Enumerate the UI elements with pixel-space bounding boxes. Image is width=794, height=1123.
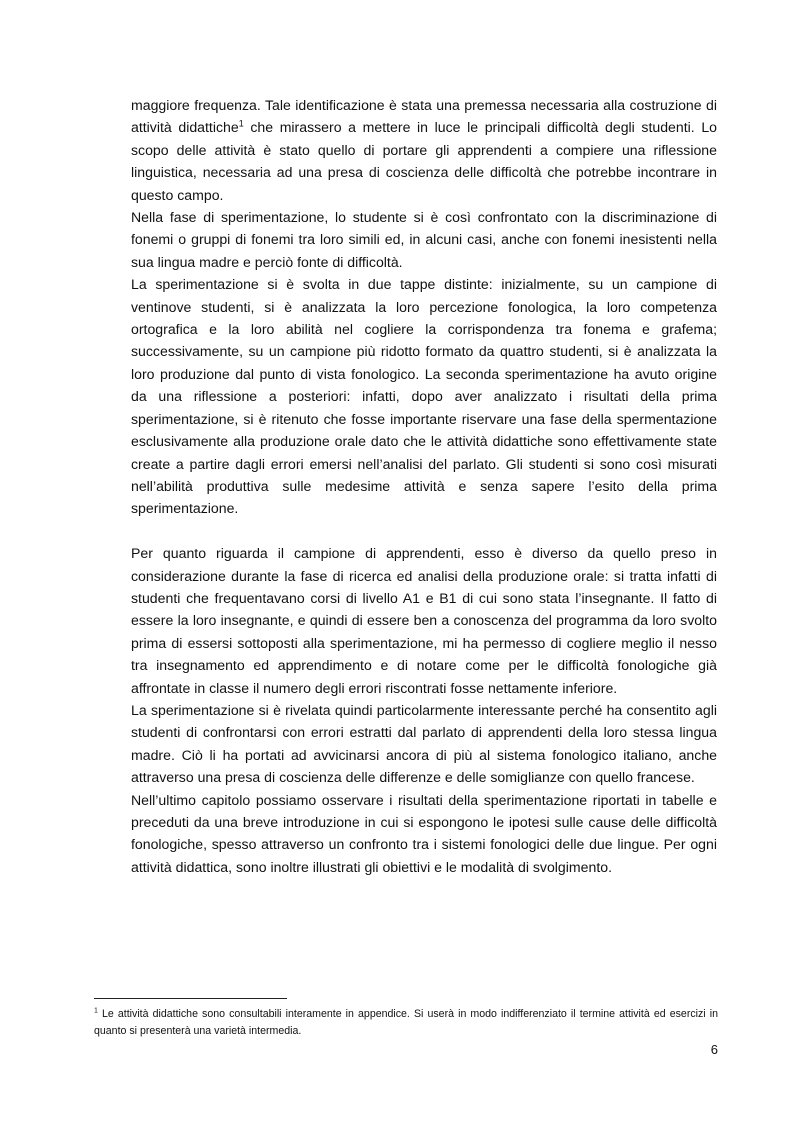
body-text — [131, 94, 717, 878]
paragraph-3: La sperimentazione si è svolta in due tappe distinte: inizialmente, su un campione di ventinove studenti, si è analizzata la loro percezione fonologica, la loro competenza ortografica e la loro abilità nel cogliere la corrispondenza tra fonema e grafema; successivamente, su un campione più ridotto formato da quattro studenti, si è analizzata la loro produzione dal punto di vista fonologico. La seconda sperimentazione ha avuto origine da una riflessione a posteriori: infatti, dopo aver analizzato i risultati della prima sperimentazione, si è ritenuto che fosse importante riservare una fase della spermentazione esclusivamente alla produzione orale dato che le attività didattiche sono effettivamente state create a partire dagli errori emersi nell’analisi del parlato. Gli studenti si sono così misurati nell’abilità produttiva sulle medesime attività e senza sapere l’esito della prima sperimentazione. — [131, 276, 717, 517]
footnote — [94, 1006, 718, 1040]
footnote-marker: 1 — [94, 1007, 98, 1015]
paragraph-5: La sperimentazione si è rivelata quindi particolarmente interessante perché ha consentito agli studenti di confrontarsi con errori estratti dal parlato di apprendenti della loro stessa lingua madre. Ciò li ha portati ad avvicinarsi ancora di più al sistema fonologico italiano, anche attraverso una presa di coscienza delle differenze e delle somiglianze con quello francese. — [131, 701, 717, 786]
footnote-text: Le attività didattiche sono consultabili interamente in appendice. Si userà in modo indifferenziato il termine attività ed esercizi in quanto si presenterà una varietà intermedia. — [94, 1008, 718, 1037]
footnote-separator — [94, 998, 287, 999]
footnote-reference[interactable]: 1 — [238, 118, 244, 129]
paragraph-4: Per quanto riguarda il campione di apprendenti, esso è diverso da quello preso in considerazione durante la fase di ricerca ed analisi della produzione orale: si tratta infatti di studenti che frequentavano corsi di livello A1 e B1 di cui sono stata l’insegnante. Il fatto di essere la loro insegnante, e quindi di essere ben a conoscenza del programma da loro svolto prima di essersi sottoposti alla sperimentazione, mi ha permesso di cogliere meglio il nesso tra insegnamento ed apprendimento e di notare come per le difficoltà fonologiche già affrontate in classe il numero degli errori riscontrati fosse nettamente inferiore. — [131, 545, 717, 696]
paragraph-gap — [131, 520, 717, 542]
paragraph-1: maggiore frequenza. Tale identificazione è stata una premessa necessaria alla costruzione di attività didattiche$^1$ che mirassero a mettere in luce le principali difficoltà degli studenti. Lo scopo delle attività è stato quello di portare gli apprendenti a compiere una riflessione linguistica, necessaria ad una presa di coscienza delle difficoltà che potrebbe incontrare in questo campo. — [131, 97, 718, 203]
page-number: 6 — [710, 1042, 718, 1057]
paragraph-6: Nell’ultimo capitolo possiamo osservare i risultati della sperimentazione riportati in tabelle e preceduti da una breve introduzione in cui si espongono le ipotesi sulle cause delle difficoltà fonologiche, spesso attraverso un confronto tra i sistemi fonologici delle due lingue. Per ogni attività didattica, sono inoltre illustrati gli obiettivi e le modalità di svolgimento. — [131, 791, 717, 875]
paragraph-2: Nella fase di sperimentazione, lo studente si è così confrontato con la discriminazione di fonemi o gruppi di fonemi tra loro simili ed, in alcuni casi, anche con fonemi inesistenti nella sua lingua madre e perciò fonte di difficoltà. — [131, 209, 717, 270]
